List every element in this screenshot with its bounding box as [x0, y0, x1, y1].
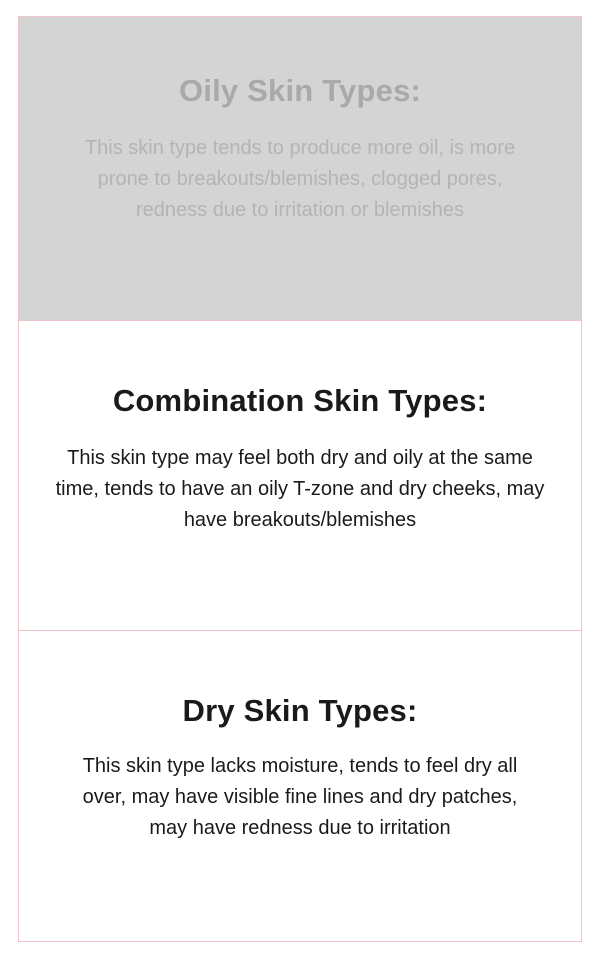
panel-combination-body: This skin type may feel both dry and oily at the same time, tends to have an oily T-zone and dry cheeks, may have breakouts/blemishes [55, 446, 545, 531]
panel-oily-skin-types [19, 17, 581, 321]
panel-combination-title: Combination Skin Types: [112, 383, 488, 418]
panel-dry-title: Dry Skin Types: [182, 693, 418, 728]
panel-oily-body: This skin type tends to produce more oil, is more prone to breakouts/blemishes, clogged pores, redness due to irritation or blemishes [84, 136, 516, 221]
skin-type-card-stack [18, 16, 582, 942]
panel-dry-body: This skin type lacks moisture, tends to feel dry all over, may have visible fine lines and dry patches, may have redness due to irritation [82, 754, 518, 839]
panel-dry-skin-types [19, 631, 581, 939]
panel-oily-title: Oily Skin Types: [178, 73, 422, 108]
panel-combination-skin-types [19, 321, 581, 631]
